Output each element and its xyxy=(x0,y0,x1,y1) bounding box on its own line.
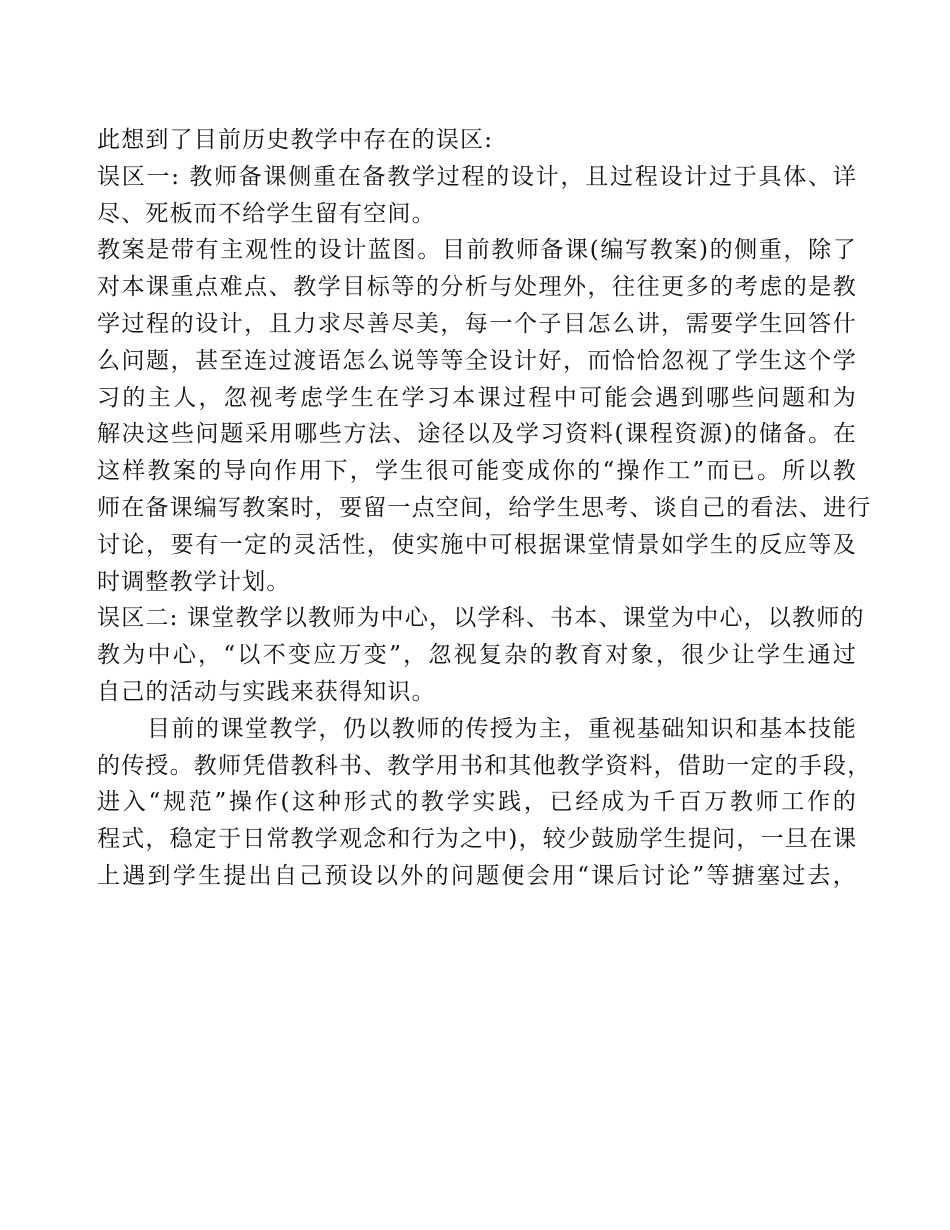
text-line: 解决这些问题采用哪些方法、途径以及学习资料(课程资源)的储备。在 xyxy=(97,421,857,448)
text-line: 误区一: 教师备课侧重在备教学过程的设计，且过程设计过于具体、详 xyxy=(97,163,857,190)
text-line: 教为中心，“以不变应万变”，忽视复杂的教育对象，很少让学生通过 xyxy=(97,642,857,669)
text-line: 自己的活动与实践来获得知识。 xyxy=(97,678,436,705)
text-line: 进入“规范”操作(这种形式的教学实践，已经成为千百万教师工作的 xyxy=(97,789,857,816)
text-line: 目前的课堂教学，仍以教师的传授为主，重视基础知识和基本技能 xyxy=(147,715,857,742)
text-line: 误区二: 课堂教学以教师为中心，以学科、书本、课堂为中心，以教师的 xyxy=(97,605,865,632)
text-line: 学过程的设计，且力求尽善尽美，每一个子目怎么讲，需要学生回答什 xyxy=(97,310,857,337)
text-line: 时调整教学计划。 xyxy=(97,568,291,595)
text-line: 习的主人，忽视考虑学生在学习本课过程中可能会遇到哪些问题和为 xyxy=(97,384,857,411)
text-line: 讨论，要有一定的灵活性，使实施中可根据课堂情景如学生的反应等及 xyxy=(97,531,857,558)
document-page xyxy=(97,122,872,895)
text-line: 的传授。教师凭借教科书、教学用书和其他教学资料，借助一定的手段， xyxy=(97,752,872,779)
text-line: 师在备课编写教案时，要留一点空间，给学生思考、谈自己的看法、进行 xyxy=(97,494,872,521)
text-line: 对本课重点难点、教学目标等的分析与处理外，往往更多的考虑的是教 xyxy=(97,274,857,301)
text-line: 上遇到学生提出自己预设以外的问题便会用“课后讨论”等搪塞过去， xyxy=(97,862,857,889)
text-line: 尽、死板而不给学生留有空间。 xyxy=(97,200,436,227)
text-line: 程式，稳定于日常教学观念和行为之中)，较少鼓励学生提问，一旦在课 xyxy=(97,826,858,853)
text-line: 此想到了目前历史教学中存在的误区: xyxy=(97,127,494,153)
text-line: 教案是带有主观性的设计蓝图。目前教师备课(编写教案)的侧重，除了 xyxy=(97,237,857,264)
text-line: 这样教案的导向作用下，学生很可能变成你的“操作工”而已。所以教 xyxy=(97,458,857,485)
text-line: 么问题，甚至连过渡语怎么说等等全设计好，而恰恰忽视了学生这个学 xyxy=(97,347,857,374)
